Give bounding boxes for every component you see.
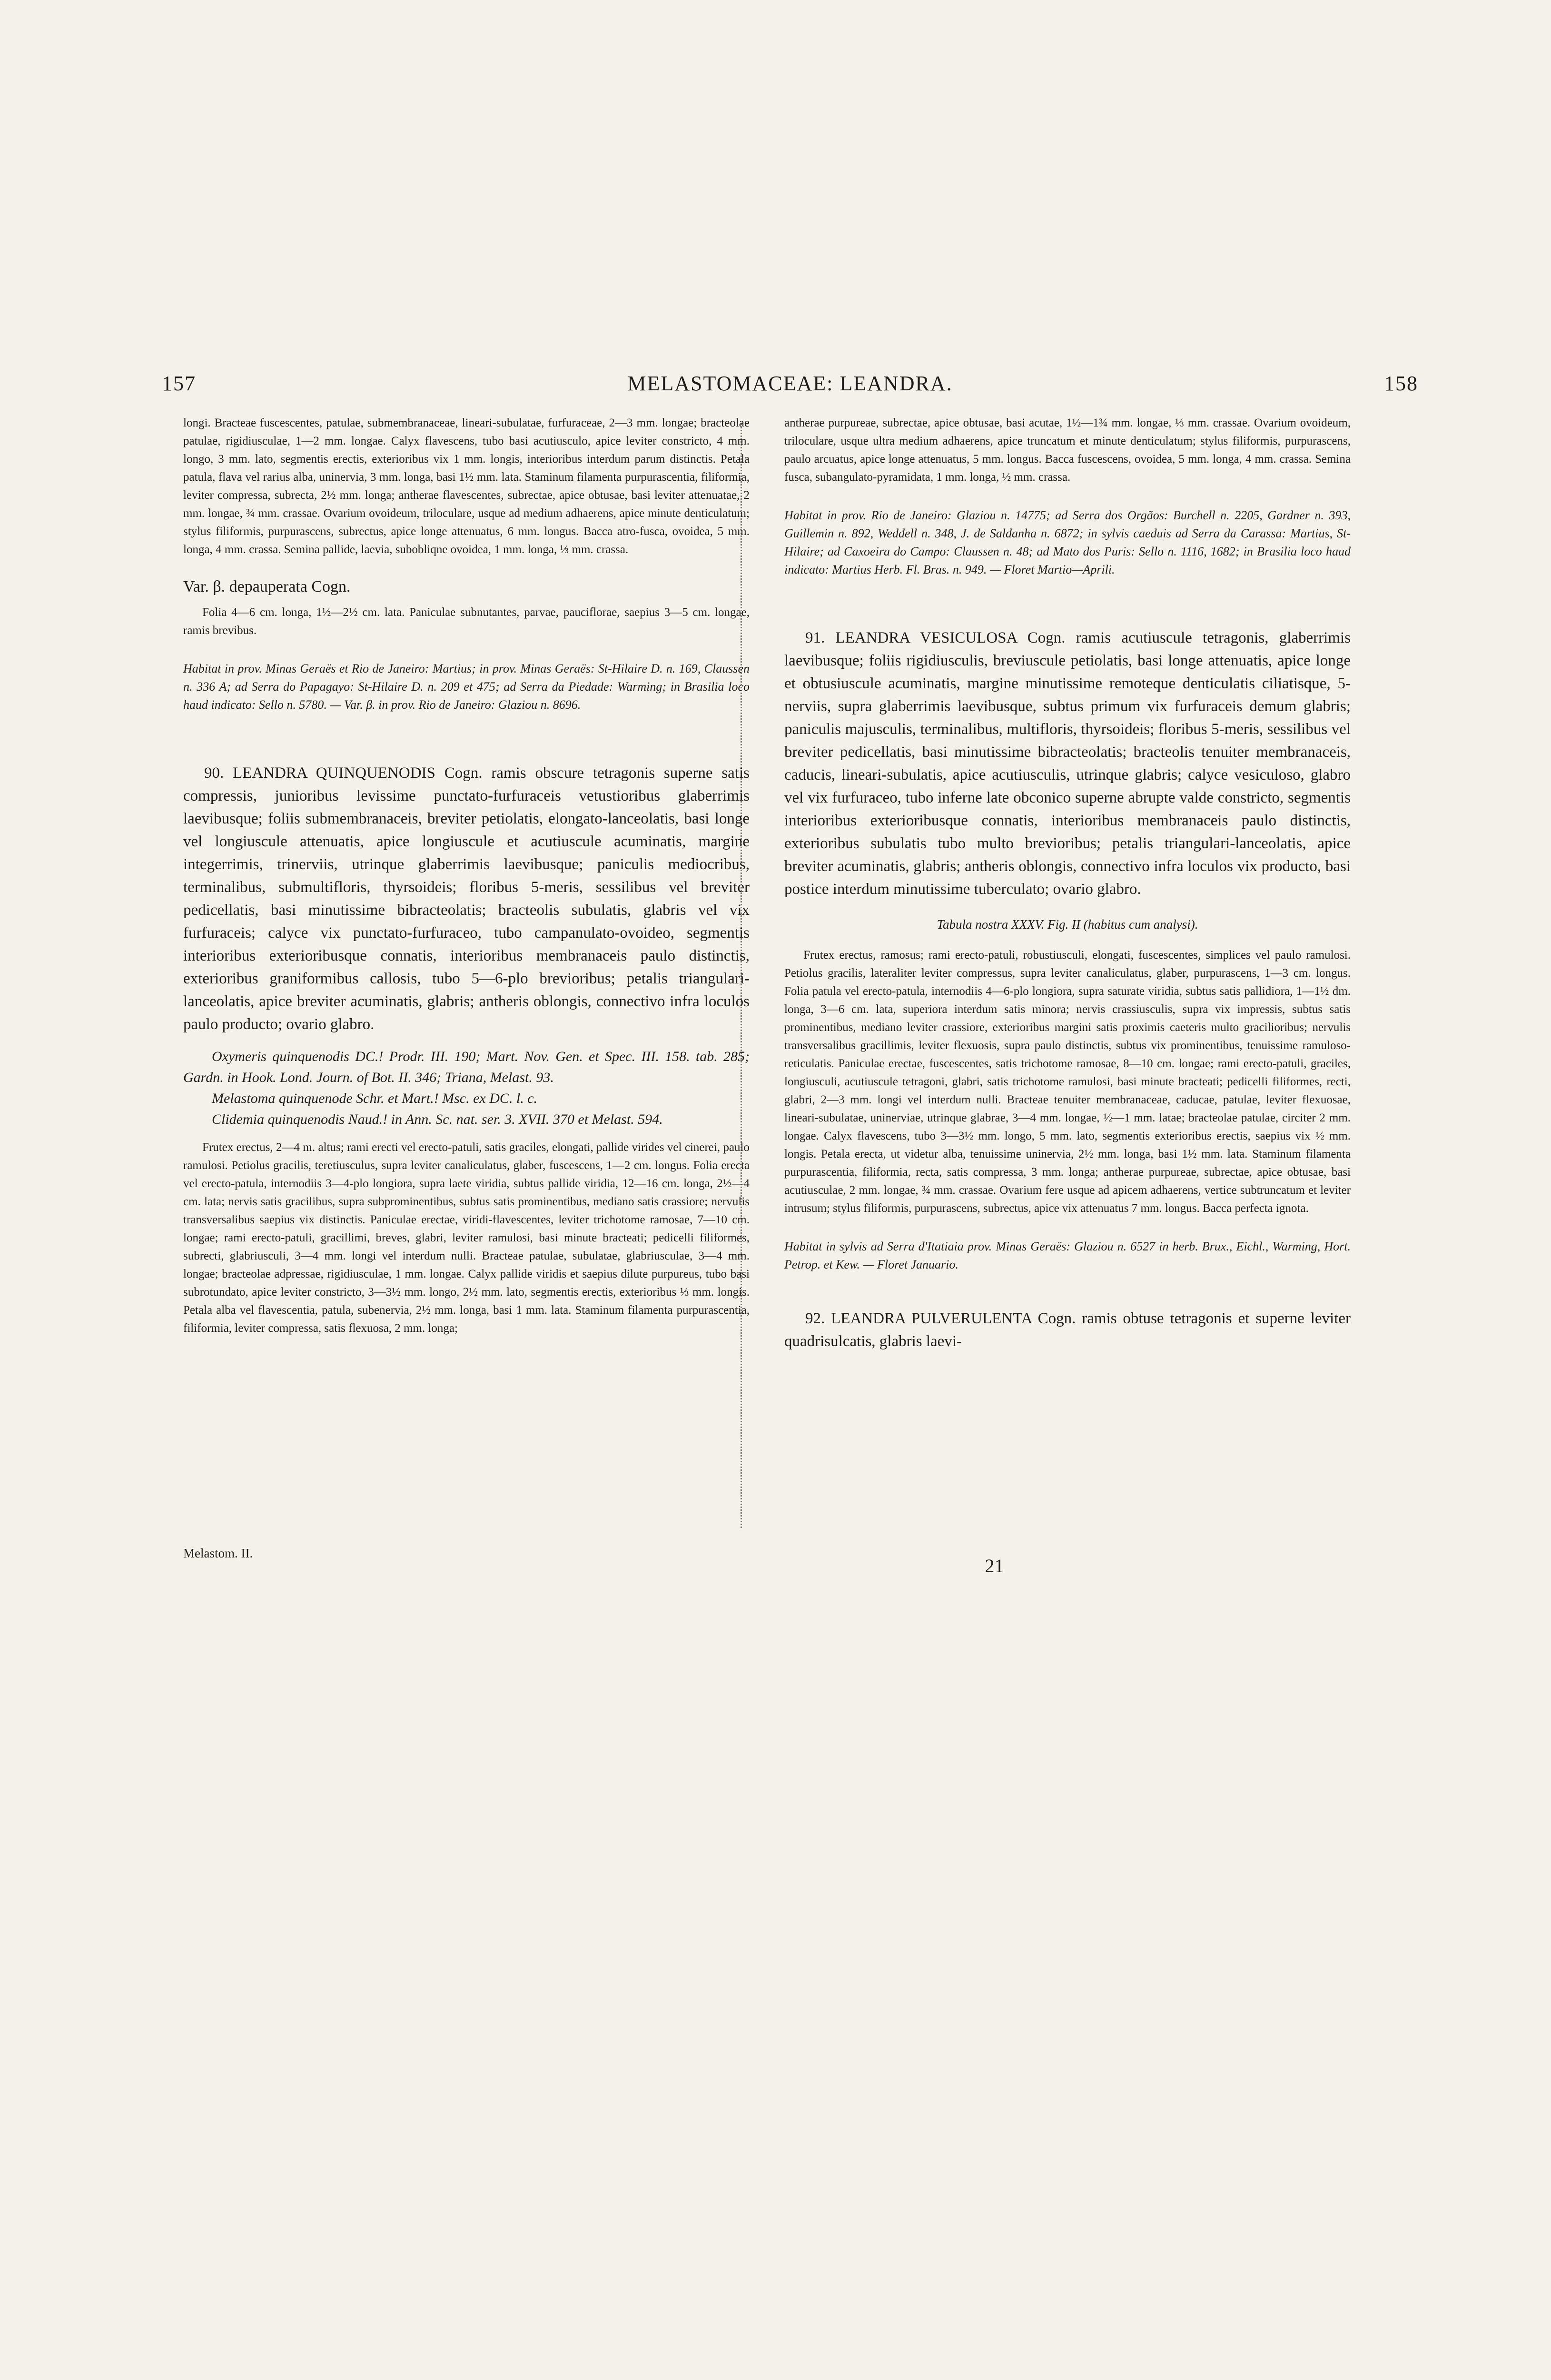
habitat-paragraph: Habitat in sylvis ad Serra d'Itatiaia prov. Minas Geraës: Glaziou n. 6527 in herb. Brux., Eichl., Warming, Hort. Petrop. et Kew. — Floret Januario. <box>784 1240 1351 1271</box>
habitat-paragraph: Habitat in prov. Rio de Janeiro: Glaziou n. 14775; ad Serra dos Orgãos: Burchell n. 2205, Gardner n. 393, Guillemin n. 892, Weddell n. 348, J. de Saldanha n. 6872; in sylvis caeduis ad Serra da Carassa: Martius, St-Hilaire; ad Caxoeira do Campo: Claussen n. 48; ad Mato dos Puris: Sello n. 1116, 1682; in Brasilia loco haud indicato: Martius Herb. Fl. Bras. n. 949. — Floret Martio—Aprili. <box>784 508 1351 576</box>
signature-number-row <box>0 1555 1551 1577</box>
variety-description: Folia 4—6 cm. longa, 1½—2½ cm. lata. Paniculae subnutantes, parvae, pauciflorae, saepius 3—5 cm. longae, ramis brevibus. <box>183 606 750 637</box>
species-91-diagnosis: 91. LEANDRA VESICULOSA Cogn. ramis acutiuscule tetragonis, glaberrimis laevibusque; foliis rigidiusculis, breviuscule petiolatis, basi longe attenuatis, apice longe et obtusiuscule acuminatis, margine minutissime remoteque denticulatis ciliatisque, 5-nerviis, supra glaberrimis laevibusque, subtus primum vix furfuraceis demum glabris; paniculis majusculis, terminalibus, multifloris, thyrsoideis; floribus 5-meris, sessilibus vel breviter pedicellatis, basi minutissime bibracteolatis; bracteolis tenuiter membranaceis, caducis, lineari-subulatis, apice acutiusculis, utrinque glabris; calyce vesiculoso, glabro vel vix furfuraceo, tubo inferne late obconico superne abrupte valde constricto, segmentis interioribus exterioribusque connatis, interioribus membranaceis paulo distinctis, exterioribus subulatis tubo multo brevioribus; petalis triangulari-lanceolatis, apice breviter acuminatis, glabris; antheris oblongis, connectivo infra loculos vix producto, basi postice interdum minutissime tuberculato; ovario glabro. <box>784 629 1351 898</box>
species-91 <box>784 626 1351 1274</box>
species-91-description: Frutex erectus, ramosus; rami erecto-patuli, robustiusculi, elongati, fuscescentes, simplices vel paulo ramulosi. Petiolus gracilis, lateraliter leviter compressus, supra leviter canaliculatus, glaber, purpurascens, 1—3 cm. longus. Folia patula vel erecto-patula, internodiis 4—6-plo longiora, supra saturate viridia, subtus satis pallidiora, 1—1½ dm. longa, 3—6 cm. lata, superiora interdum satis minora; nervis crassiusculis, supra vix impressis, subtus satis prominentibus, mediano leviter crassiore, exterioribus margini satis proximis caeteris multo gracilioribus; nervulis transversalibus gracillimis, leviter flexuosis, supra paulo distinctis, subtus vix prominentibus, tenuissime ramuloso-reticulatis. Paniculae erectae, fuscescentes, satis trichotome ramosae, 8—10 cm. longae; rami erecto-patuli, graciles, longiusculi, acutiuscule tetragoni, glabri, satis trichotome ramulosi, basi minute bracteati; pedicelli filiformes, recti, glabri, 2—3 mm. longi vel interdum nulli. Bracteae tenuiter membranaceae, caducae, patulae, leviter flexuosae, lineari-subulatae, uninerviae, utrinque glabrae, 3—4 mm. longae, ½—1 mm. latae; bracteolae patulae, circiter 2 mm. longae. Calyx flavescens, tubo 3—3½ mm. longo, 5 mm. lato, segmentis exterioribus erectis, saepius vix ½ mm. longis. Petala erecta, ut videtur alba, tenuissime uninervia, 2½ mm. longa, basi 1½ mm. lata. Staminum filamenta purpurascentia, filiformia, recta, satis compressa, 3 mm. longa; antherae purpureae, subrectae, apice obtusae, basi acutiusculae, 2 mm. longae, ¾ mm. crassae. Ovarium fere usque ad apicem adhaerens, vertice subtruncatum et leviter intrusum; stylus filiformis, purpurascens, subrectus, apice vix attenuatus 7 mm. longus. Bacca perfecta ignota. <box>784 949 1351 1215</box>
synonym-1: Oxymeris quinquenodis DC.! Prodr. III. 190; Mart. Nov. Gen. et Spec. III. 158. tab. 285; Gardn. in Hook. Lond. Journ. of Bot. II. 346; Triana, Melast. 93. <box>183 1049 750 1085</box>
synonymy <box>183 1046 750 1130</box>
synonym-3: Clidemia quinquenodis Naud.! in Ann. Sc. nat. ser. 3. XVII. 370 et Melast. 594. <box>212 1111 663 1127</box>
habitat-paragraph: Habitat in prov. Minas Geraës et Rio de Janeiro: Martius; in prov. Minas Geraës: St-Hilaire D. n. 169, Claussen n. 336 A; ad Serra do Papagayo: St-Hilaire D. n. 209 et 475; ad Serra da Piedade: Warming; in Brasilia loco haud indicato: Sello n. 5780. — Var. β. in prov. Rio de Janeiro: Glaziou n. 8696. <box>183 662 750 712</box>
left-column <box>183 414 750 1344</box>
variety-title: Var. β. depauperata Cogn. <box>183 578 351 595</box>
species-92 <box>784 1307 1351 1353</box>
plate-reference: Tabula nostra XXXV. Fig. II (habitus cum analysi). <box>937 917 1198 932</box>
synonym-2: Melastoma quinquenode Schr. et Mart.! Msc. ex DC. l. c. <box>212 1091 538 1106</box>
species-92-diagnosis: 92. LEANDRA PULVERULENTA Cogn. ramis obtuse tetragonis et superne leviter quadrisulcatis, glabris laevi- <box>784 1310 1351 1350</box>
species-90 <box>183 762 750 1338</box>
page-number-left: 157 <box>162 372 196 395</box>
species-90-diagnosis: 90. LEANDRA QUINQUENODIS Cogn. ramis obscure tetragonis superne satis compressis, junioribus levissime punctato-furfuraceis vetustioribus glaberrimis laevibusque; foliis submembranaceis, breviter petiolatis, elongato-lanceolatis, basi longe vel longiuscule attenuatis, apice longiuscule et acutiuscule acuminatis, margine integerrimis, trinerviis, utrinque glaberrimis laevibusque; paniculis mediocribus, terminalibus, submultifloris, thyrsoideis; floribus 5-meris, sessilibus vel breviter pedicellatis, basi minutissime bibracteolatis; bracteolis subulatis, glabris vel vix furfuraceis; calyce vix punctato-furfuraceo, tubo campanulato-ovoideo, segmentis interioribus exterioribusque connatis, interioribus membranaceis paulo distinctis, exterioribus graniformibus callosis, tubo 5—6-plo brevioribus; petalis triangulari-lanceolatis, apice breviter acuminatis, glabris; antheris oblongis, connectivo infra loculos paulo producto; ovario glabro. <box>183 764 750 1033</box>
right-column <box>784 414 1351 1353</box>
description-continued: antherae purpureae, subrectae, apice obtusae, basi acutae, 1½—1¾ mm. longae, ⅓ mm. crassae. Ovarium ovoideum, triloculare, usque ultra medium adhaerens, apice truncatum et minute denticulatum; stylus filiformis, purpurascens, paulo arcuatus, apice longe attenuatus, 5 mm. longus. Bacca fuscescens, ovoidea, 5 mm. longa, 4 mm. crassa. Semina fusca, subangulato-pyramidata, 1 mm. longa, ½ mm. crassa. <box>784 416 1351 484</box>
page-number-right: 158 <box>1384 372 1418 395</box>
signature-label: Melastom. II. <box>183 1546 253 1560</box>
species-90-description: Frutex erectus, 2—4 m. altus; rami erecti vel erecto-patuli, satis graciles, elongati, pallide virides vel cinerei, paulo ramulosi. Petiolus gracilis, teretiusculus, supra leviter canaliculatus, glaber, fuscescens, 1—2 cm. longus. Folia erecta vel erecto-patula, internodiis 3—4-plo longiora, supra laete viridia, subtus pallide viridia, 12—16 cm. longa, 2½—4 cm. lata; nervis satis gracilibus, supra subprominentibus, subtus satis prominentibus, mediano satis crassiore; nervulis transversalibus saepius vix distinctis. Paniculae erectae, viridi-flavescentes, leviter trichotome ramosae, 7—10 cm. longae; rami erecto-patuli, gracillimi, breves, glabri, leviter ramulosi, basi minute bracteati; pedicelli filiformes, subrecti, glabriusculi, 3—4 mm. longi vel interdum nulli. Bracteae patulae, subulatae, glabriusculae, 3—4 mm. longae; bracteolae adpressae, rigidiusculae, 1 mm. longae. Calyx pallide viridis et saepius dilute purpureus, tubo basi subrotundato, apice leviter constricto, 3—3½ mm. longo, 2½ mm. lato, segmentis erectis, exterioribus ⅓ mm. longis. Petala alba vel flavescentia, patula, subenervia, 2½ mm. longa, basi 1 mm. lata. Staminum filamenta purpurascentia, filiformia, leviter compressa, satis flexuosa, 2 mm. longa; <box>183 1141 750 1335</box>
running-title: MELASTOMACEAE: LEANDRA. <box>627 372 953 395</box>
description-continued: longi. Bracteae fuscescentes, patulae, submembranaceae, lineari-subulatae, furfuraceae, 2—3 mm. longae; bracteolae patulae, rigidiusculae, 1—2 mm. longae. Calyx flavescens, tubo basi acutiusculo, apice leviter constricto, 4 mm. longo, 3 mm. lato, segmentis erectis, exterioribus vix 1 mm. longis, interioribus interdum parum distinctis. Petala patula, flava vel rarius alba, uninervia, 3 mm. longa, basi 1½ mm. lata. Staminum filamenta purpurascentia, filiformia, leviter compressa, subrecta, 2½ mm. longa; antherae flavescentes, subrectae, apice obtusae, basi leviter attenuatae, 2 mm. longae, ¾ mm. crassae. Ovarium ovoideum, triloculare, usque ad medium adhaerens, apice minute denticulatum; stylus filiformis, purpurascens, subrectus, apice longe attenuatus, 6 mm. longus. Bacca atro-fusca, ovoidea, 5 mm. longa, 4 mm. crassa. Semina pallide, laevia, subobliqne ovoidea, 1 mm. longa, ⅓ mm. crassa. <box>183 416 750 556</box>
signature-number: 21 <box>985 1555 1004 1577</box>
